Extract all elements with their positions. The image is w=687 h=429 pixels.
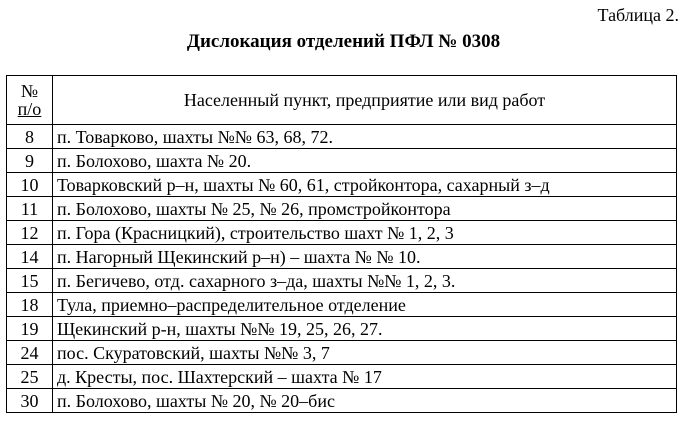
table-row xyxy=(7,197,677,221)
table-row xyxy=(7,245,677,269)
table-label: Таблица 2. xyxy=(597,5,679,25)
row-description-cell: п. Бегичево, отд. сахарного з–да, шахты №№ 1, 2, 3. xyxy=(53,269,677,293)
table-row xyxy=(7,293,677,317)
table-row xyxy=(7,125,677,149)
row-description-cell: Товарковский р–н, шахты № 60, 61, стройконтора, сахарный з–д xyxy=(53,173,677,197)
document-title: Дислокация отделений ПФЛ № 0308 xyxy=(186,31,501,52)
header-number-cell xyxy=(7,76,53,125)
dislocation-table xyxy=(6,75,677,413)
table-row xyxy=(7,365,677,389)
row-number-cell: 12 xyxy=(7,221,53,245)
row-number-cell: 10 xyxy=(7,173,53,197)
row-number-cell: 14 xyxy=(7,245,53,269)
header-number-symbol: № xyxy=(20,81,39,101)
table-row xyxy=(7,389,677,413)
row-description-cell: д. Кресты, пос. Шахтерский – шахта № 17 xyxy=(53,365,677,389)
table-row xyxy=(7,173,677,197)
header-description-cell: Населенный пункт, предприятие или вид работ xyxy=(53,76,677,125)
row-number-cell: 18 xyxy=(7,293,53,317)
row-description-cell: п. Товарково, шахты №№ 63, 68, 72. xyxy=(53,125,677,149)
table-row xyxy=(7,269,677,293)
row-number-cell: 9 xyxy=(7,149,53,173)
table-body xyxy=(7,76,677,413)
row-number-cell: 25 xyxy=(7,365,53,389)
table-header-row xyxy=(7,76,677,125)
table-row xyxy=(7,149,677,173)
row-description-cell: п. Болохово, шахты № 25, № 26, промстройконтора xyxy=(53,197,677,221)
table-row xyxy=(7,221,677,245)
row-description-cell: Тула, приемно–распределительное отделение xyxy=(53,293,677,317)
row-description-cell: п. Нагорный Щекинский р–н) – шахта № № 10. xyxy=(53,245,677,269)
row-description-cell: п. Болохово, шахты № 20, № 20–бис xyxy=(53,389,677,413)
row-number-cell: 15 xyxy=(7,269,53,293)
table-row xyxy=(7,317,677,341)
table-row xyxy=(7,341,677,365)
row-number-cell: 24 xyxy=(7,341,53,365)
row-number-cell: 19 xyxy=(7,317,53,341)
row-description-cell: п. Гора (Красницкий), строительство шахт № 1, 2, 3 xyxy=(53,221,677,245)
header-number-abbr: п/о xyxy=(17,99,42,119)
row-description-cell: пос. Скуратовский, шахты №№ 3, 7 xyxy=(53,341,677,365)
row-description-cell: Щекинский р-н, шахты №№ 19, 25, 26, 27. xyxy=(53,317,677,341)
row-number-cell: 11 xyxy=(7,197,53,221)
row-number-cell: 30 xyxy=(7,389,53,413)
row-description-cell: п. Болохово, шахта № 20. xyxy=(53,149,677,173)
row-number-cell: 8 xyxy=(7,125,53,149)
